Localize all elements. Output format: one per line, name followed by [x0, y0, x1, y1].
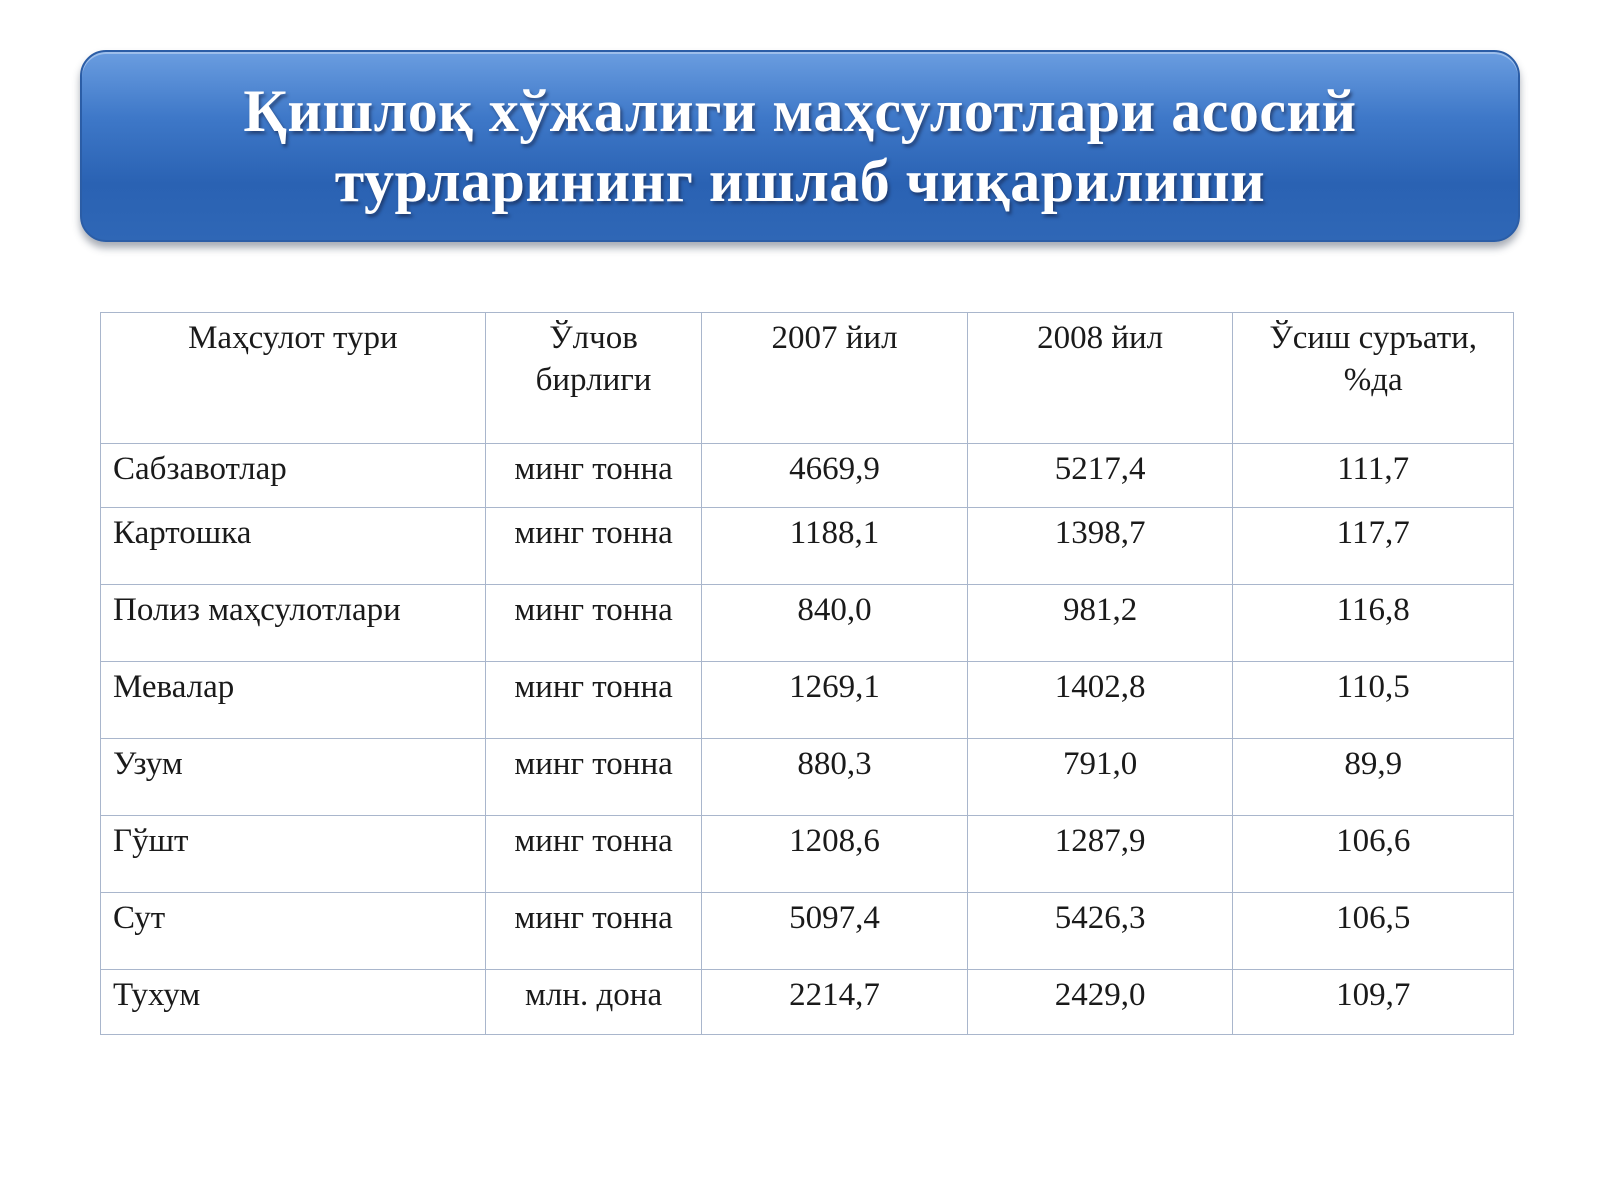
header-growth-line-2: %да — [1343, 362, 1403, 398]
cell-product: Мевалар — [101, 662, 486, 739]
cell-unit: минг тонна — [485, 444, 701, 508]
cell-2007: 1188,1 — [702, 508, 968, 585]
cell-unit: минг тонна — [485, 662, 701, 739]
cell-unit: минг тонна — [485, 816, 701, 893]
cell-2007: 1269,1 — [702, 662, 968, 739]
cell-growth: 106,5 — [1233, 893, 1514, 970]
table-row — [101, 508, 1514, 585]
cell-2007: 840,0 — [702, 585, 968, 662]
header-unit-line-1: Ўлчов — [549, 320, 638, 356]
cell-product: Сут — [101, 893, 486, 970]
cell-product: Сабзавотлар — [101, 444, 486, 508]
cell-unit: минг тонна — [485, 508, 701, 585]
cell-product: Полиз маҳсулотлари — [101, 585, 486, 662]
cell-growth: 89,9 — [1233, 739, 1514, 816]
cell-2008: 1402,8 — [967, 662, 1233, 739]
cell-product: Узум — [101, 739, 486, 816]
cell-growth: 117,7 — [1233, 508, 1514, 585]
header-growth-line-1: Ўсиш суръати, — [1269, 320, 1478, 356]
cell-product: Картошка — [101, 508, 486, 585]
table-row — [101, 662, 1514, 739]
table-row — [101, 970, 1514, 1035]
cell-growth: 106,6 — [1233, 816, 1514, 893]
table-header-row — [101, 313, 1514, 444]
cell-2007: 880,3 — [702, 739, 968, 816]
production-table — [100, 312, 1514, 1035]
cell-2007: 5097,4 — [702, 893, 968, 970]
cell-growth: 110,5 — [1233, 662, 1514, 739]
table-row — [101, 585, 1514, 662]
header-year-2008: 2008 йил — [967, 313, 1233, 444]
table-row — [101, 739, 1514, 816]
header-product-type: Маҳсулот тури — [101, 313, 486, 444]
cell-2008: 1287,9 — [967, 816, 1233, 893]
cell-2007: 1208,6 — [702, 816, 968, 893]
table-row — [101, 816, 1514, 893]
cell-product: Тухум — [101, 970, 486, 1035]
cell-2008: 981,2 — [967, 585, 1233, 662]
title-banner — [80, 50, 1520, 242]
cell-unit: минг тонна — [485, 893, 701, 970]
cell-unit: минг тонна — [485, 739, 701, 816]
cell-product: Гўшт — [101, 816, 486, 893]
cell-2008: 791,0 — [967, 739, 1233, 816]
slide-title-line-1: Қишлоқ хўжалиги маҳсулотлари асосий — [243, 78, 1357, 144]
cell-growth: 109,7 — [1233, 970, 1514, 1035]
cell-growth: 116,8 — [1233, 585, 1514, 662]
slide-title-line-2: турларининг ишлаб чиқарилиши — [334, 148, 1266, 214]
cell-unit: млн. дона — [485, 970, 701, 1035]
header-unit — [485, 313, 701, 444]
cell-growth: 111,7 — [1233, 444, 1514, 508]
cell-2008: 5217,4 — [967, 444, 1233, 508]
table-row — [101, 893, 1514, 970]
cell-unit: минг тонна — [485, 585, 701, 662]
cell-2008: 1398,7 — [967, 508, 1233, 585]
cell-2008: 5426,3 — [967, 893, 1233, 970]
cell-2007: 2214,7 — [702, 970, 968, 1035]
cell-2008: 2429,0 — [967, 970, 1233, 1035]
header-growth-rate — [1233, 313, 1514, 444]
cell-2007: 4669,9 — [702, 444, 968, 508]
slide-title — [183, 76, 1416, 216]
header-unit-line-2: бирлиги — [535, 362, 652, 398]
header-year-2007: 2007 йил — [702, 313, 968, 444]
table-row — [101, 444, 1514, 508]
